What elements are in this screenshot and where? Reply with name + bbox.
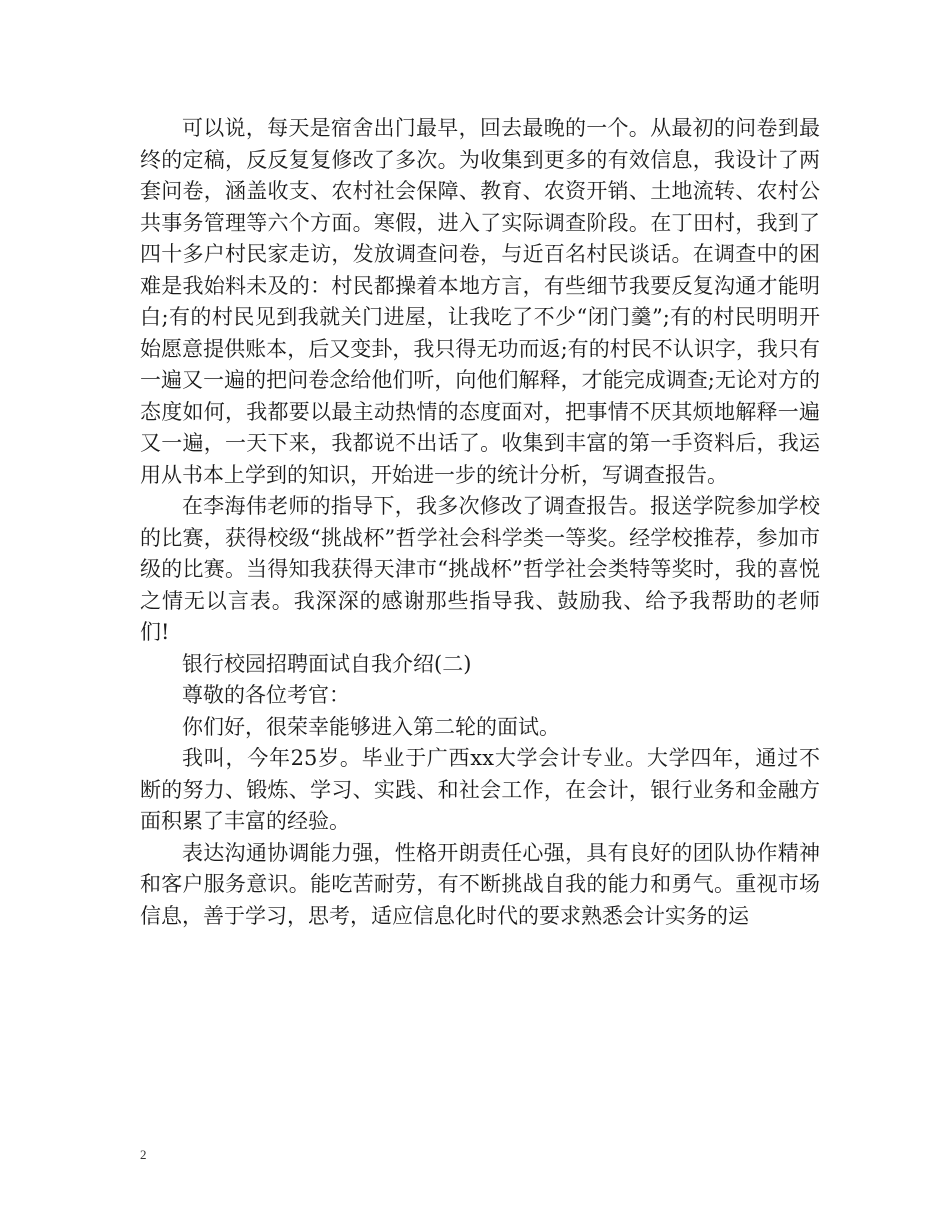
document-body xyxy=(140,113,820,932)
paragraph-abilities: 表达沟通协调能力强，性格开朗责任心强，具有良好的团队协作精神和客户服务意识。能吃苦耐劳，有不断挑战自我的能力和勇气。重视市场信息，善于学习，思考，适应信息化时代的要求熟悉会计实务的运 xyxy=(140,840,820,928)
greeting: 你们好，很荣幸能够进入第二轮的面试。 xyxy=(182,714,560,739)
salutation: 尊敬的各位考官： xyxy=(182,683,350,707)
paragraph-survey-process: 可以说，每天是宿舍出门最早，回去最晚的一个。从最初的问卷到最终的定稿，反反复复修改了多次。为收集到更多的有效信息，我设计了两套问卷，涵盖收支、农村社会保障、教育、农资开销、土地流转、农村公共事务管理等六个方面。寒假，进入了实际调查阶段。在丁田村，我到了四十多户村民家走访，发放调查问卷，与近百名村民谈话。在调查中的困难是我始料未及的：村民都操着本地方言，有些细节我要反复沟通才能明白;有的村民见到我就关门进屋，让我吃了不少“闭门羹”;有的村民明明开始愿意提供账本，后又变卦，我只得无功而返;有的村民不认识字，我只有一遍又一遍的把问卷念给他们听，向他们解释，才能完成调查;无论对方的态度如何，我都要以最主动热情的态度面对，把事情不厌其烦地解释一遍又一遍，一天下来，我都说不出话了。收集到丰富的第一手资料后，我运用从书本上学到的知识，开始进一步的统计分析，写调查报告。 xyxy=(140,116,820,487)
paragraph-teacher-guidance: 在李海伟老师的指导下，我多次修改了调查报告。报送学院参加学校的比赛，获得校级“挑战杯”哲学社会科学类一等奖。经学校推荐，参加市级的比赛。当得知我获得天津市“挑战杯”哲学社会类特等奖时，我的喜悦之情无以言表。我深深的感谢那些指导我、鼓励我、给予我帮助的老师们! xyxy=(140,494,820,644)
paragraph-self-intro: 我叫，今年25岁。毕业于广西xx大学会计专业。大学四年，通过不断的努力、锻炼、学习、实践、和社会工作，在会计，银行业务和金融方面积累了丰富的经验。 xyxy=(140,746,820,833)
section-heading: 银行校园招聘面试自我介绍(二) xyxy=(182,651,472,676)
page-number: 2 xyxy=(140,1147,147,1162)
